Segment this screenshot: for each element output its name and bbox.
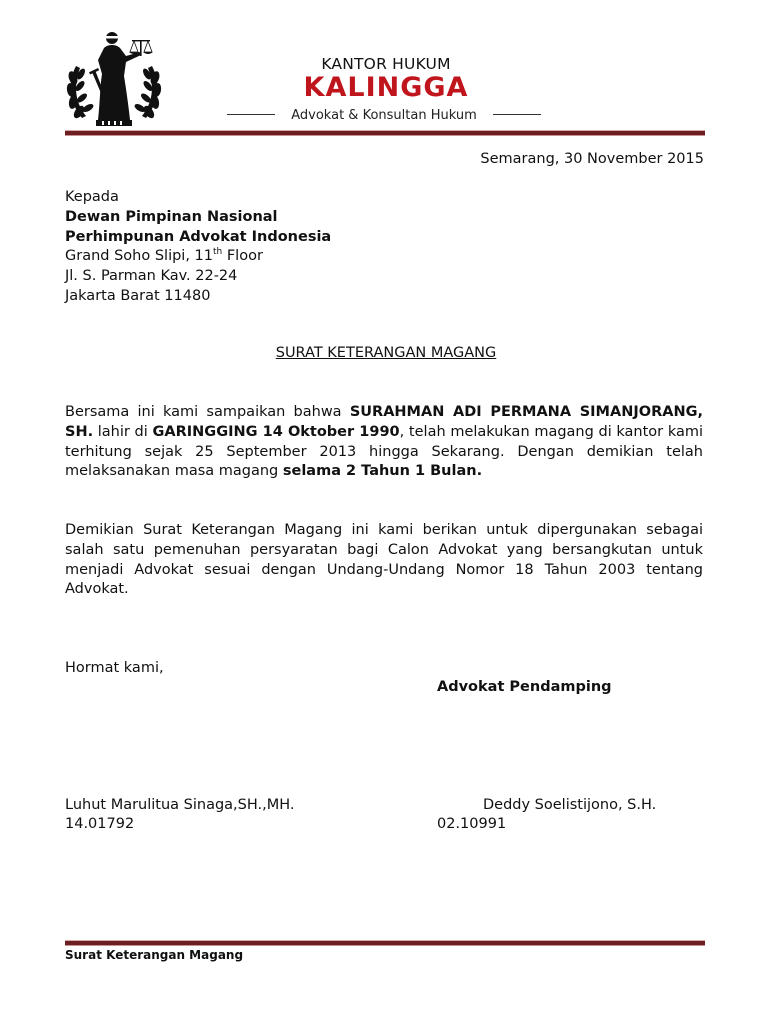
signatory-role: Advokat Pendamping xyxy=(437,679,612,695)
divider-dash-right xyxy=(493,114,541,115)
body-paragraph-1 xyxy=(65,403,703,482)
address-text-floor: Floor xyxy=(222,248,263,265)
signatory-left-name: Luhut Marulitua Sinaga,SH.,MH. xyxy=(65,797,295,813)
letter-title: SURAT KETERANGAN MAGANG xyxy=(275,345,497,361)
footer-rule xyxy=(65,940,705,946)
header-rule xyxy=(65,130,705,136)
tagline: Advokat & Konsultan Hukum xyxy=(291,108,477,123)
recipient-address-line3: Jakarta Barat 11480 xyxy=(65,287,211,304)
salutation: Kepada xyxy=(65,189,119,205)
signatory-right-id: 02.10991 xyxy=(437,816,507,832)
recipient-org-line1: Dewan Pimpinan Nasional xyxy=(65,208,278,225)
para1-text: , telah melakukan magang di kantor kami terhitung sejak 25 September 2013 hingga Sekarang. Dengan demikian telah melaksanakan masa magang xyxy=(65,423,703,480)
office-label: KANTOR HUKUM xyxy=(321,55,451,73)
tagline-row xyxy=(0,108,768,123)
intern-name: SURAHMAN ADI PERMANA SIMANJORANG, SH. xyxy=(65,404,703,440)
para1-text: Bersama ini kami sampaikan bahwa xyxy=(65,404,350,420)
para1-text: lahir di xyxy=(93,423,153,440)
signatory-right-name: Deddy Soelistijono, S.H. xyxy=(483,797,657,813)
closing: Hormat kami, xyxy=(65,660,164,676)
body-paragraph-2: Demikian Surat Keterangan Magang ini kami berikan untuk dipergunakan sebagai salah satu pemenuhan persyaratan bagi Calon Advokat yang bersangkutan untuk menjadi Advokat sesuai dengan Undang-Undang Nomor 18 Tahun 2003 tentang Advokat. xyxy=(65,522,703,598)
signatory-left-id: 14.01792 xyxy=(65,816,135,832)
footer-label: Surat Keterangan Magang xyxy=(65,948,244,962)
date-line: Semarang, 30 November 2015 xyxy=(480,151,704,167)
divider-dash-left xyxy=(227,114,275,115)
firm-name: KALINGGA xyxy=(303,72,469,103)
recipient-block xyxy=(65,188,331,307)
ordinal-suffix: th xyxy=(213,247,223,258)
birth-place-date: GARINGGING 14 Oktober 1990 xyxy=(152,423,400,440)
internship-duration: selama 2 Tahun 1 Bulan. xyxy=(282,463,483,480)
recipient-org-line2: Perhimpunan Advokat Indonesia xyxy=(65,228,332,245)
recipient-address-line2: Jl. S. Parman Kav. 22-24 xyxy=(65,268,238,285)
recipient-address-line1 xyxy=(65,247,331,267)
address-text: Grand Soho Slipi, 11 xyxy=(65,248,213,265)
